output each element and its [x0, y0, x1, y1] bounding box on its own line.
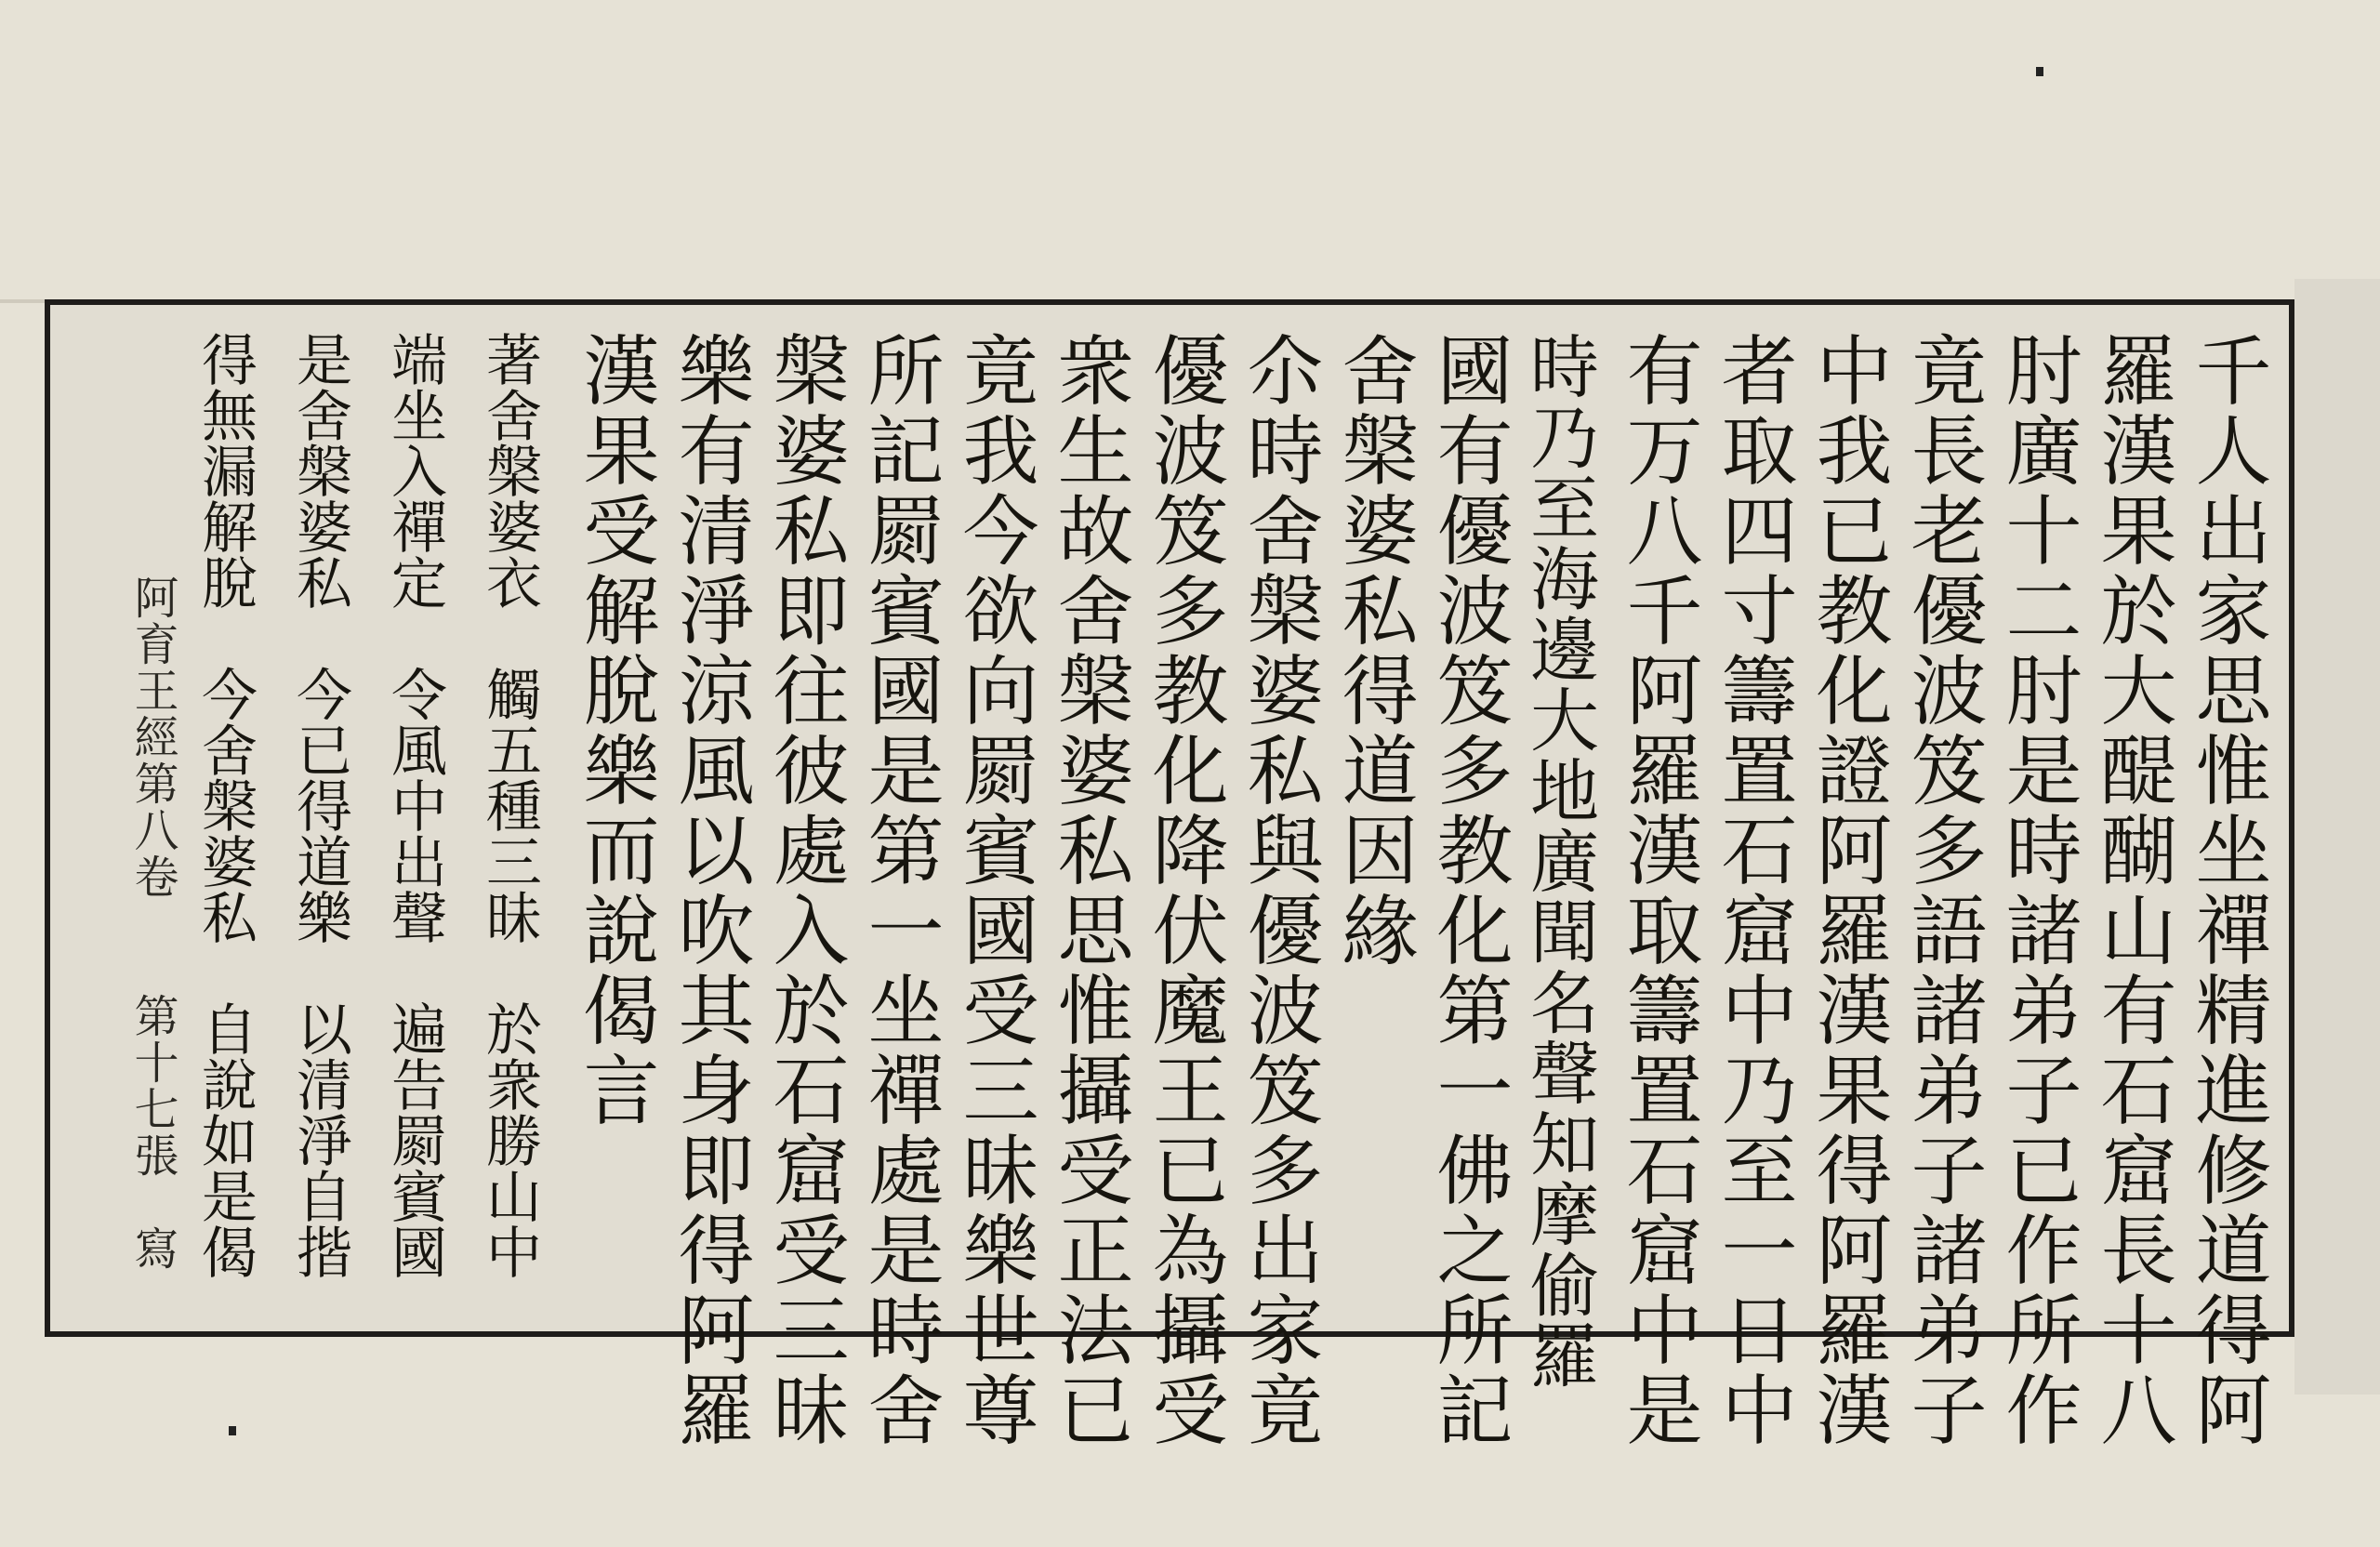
paper-edge-flap: [2294, 279, 2380, 1395]
text-column: 者取四寸籌置石窟中乃至一日中: [1709, 331, 1797, 1450]
text-column: 所記罽賓國是第一坐禪處是時舍: [855, 331, 944, 1450]
text-column: 有万八千阿羅漢取籌置石窟中是: [1614, 331, 1702, 1450]
verse-column: 是舍槃婆私 今已得道樂 以清淨自揩: [287, 331, 352, 1279]
ink-speck: [2036, 67, 2043, 76]
text-column: 中我已教化證阿羅漢果得阿羅漢: [1804, 331, 1892, 1450]
text-column: 尒時舍槃婆私與優波笈多出家竟: [1235, 331, 1323, 1450]
ink-speck: [229, 1426, 236, 1435]
woodblock-print-panel: [45, 299, 2294, 1450]
text-column: 優波笈多教化降伏魔王已為攝受: [1140, 331, 1228, 1450]
text-column: 國有優波笈多教化第一佛之所記: [1424, 331, 1513, 1450]
text-column: 槃婆私即往彼處入於石窟受三昧: [760, 331, 849, 1450]
verse-column: 著舍槃婆衣 觸五種三昧 於衆勝山中: [477, 331, 542, 1279]
text-column: 時乃至海邊大地廣聞名聲知摩偷羅: [1519, 331, 1599, 1391]
colophon: 阿育王經第八卷 第十七張 寫: [126, 575, 178, 1272]
verse-column: 得無漏解脫 今舍槃婆私 自說如是偈: [192, 331, 258, 1279]
text-column: 肘廣十二肘是時諸弟子已作所作: [1993, 331, 2082, 1450]
text-column: 千人出家思惟坐禪精進修道得阿: [2183, 331, 2271, 1450]
verse-column: 端坐入禪定 令風中出聲 遍告罽賓國: [382, 331, 447, 1279]
text-column: 樂有清淨涼風以吹其身即得阿羅: [666, 331, 754, 1450]
text-column: 衆生故舍槃婆私思惟攝受正法已: [1045, 331, 1133, 1450]
text-column: 竟長老優波笈多語諸弟子諸弟子: [1898, 331, 1987, 1450]
text-column: 漢果受解脫樂而說偈言: [571, 331, 659, 1130]
text-column: 竟我今欲向罽賓國受三昧樂世尊: [950, 331, 1038, 1450]
text-column: 羅漢果於大醍醐山有石窟長十八: [2088, 331, 2176, 1450]
section-heading: 舍槃婆私得道因緣: [1329, 331, 1418, 971]
